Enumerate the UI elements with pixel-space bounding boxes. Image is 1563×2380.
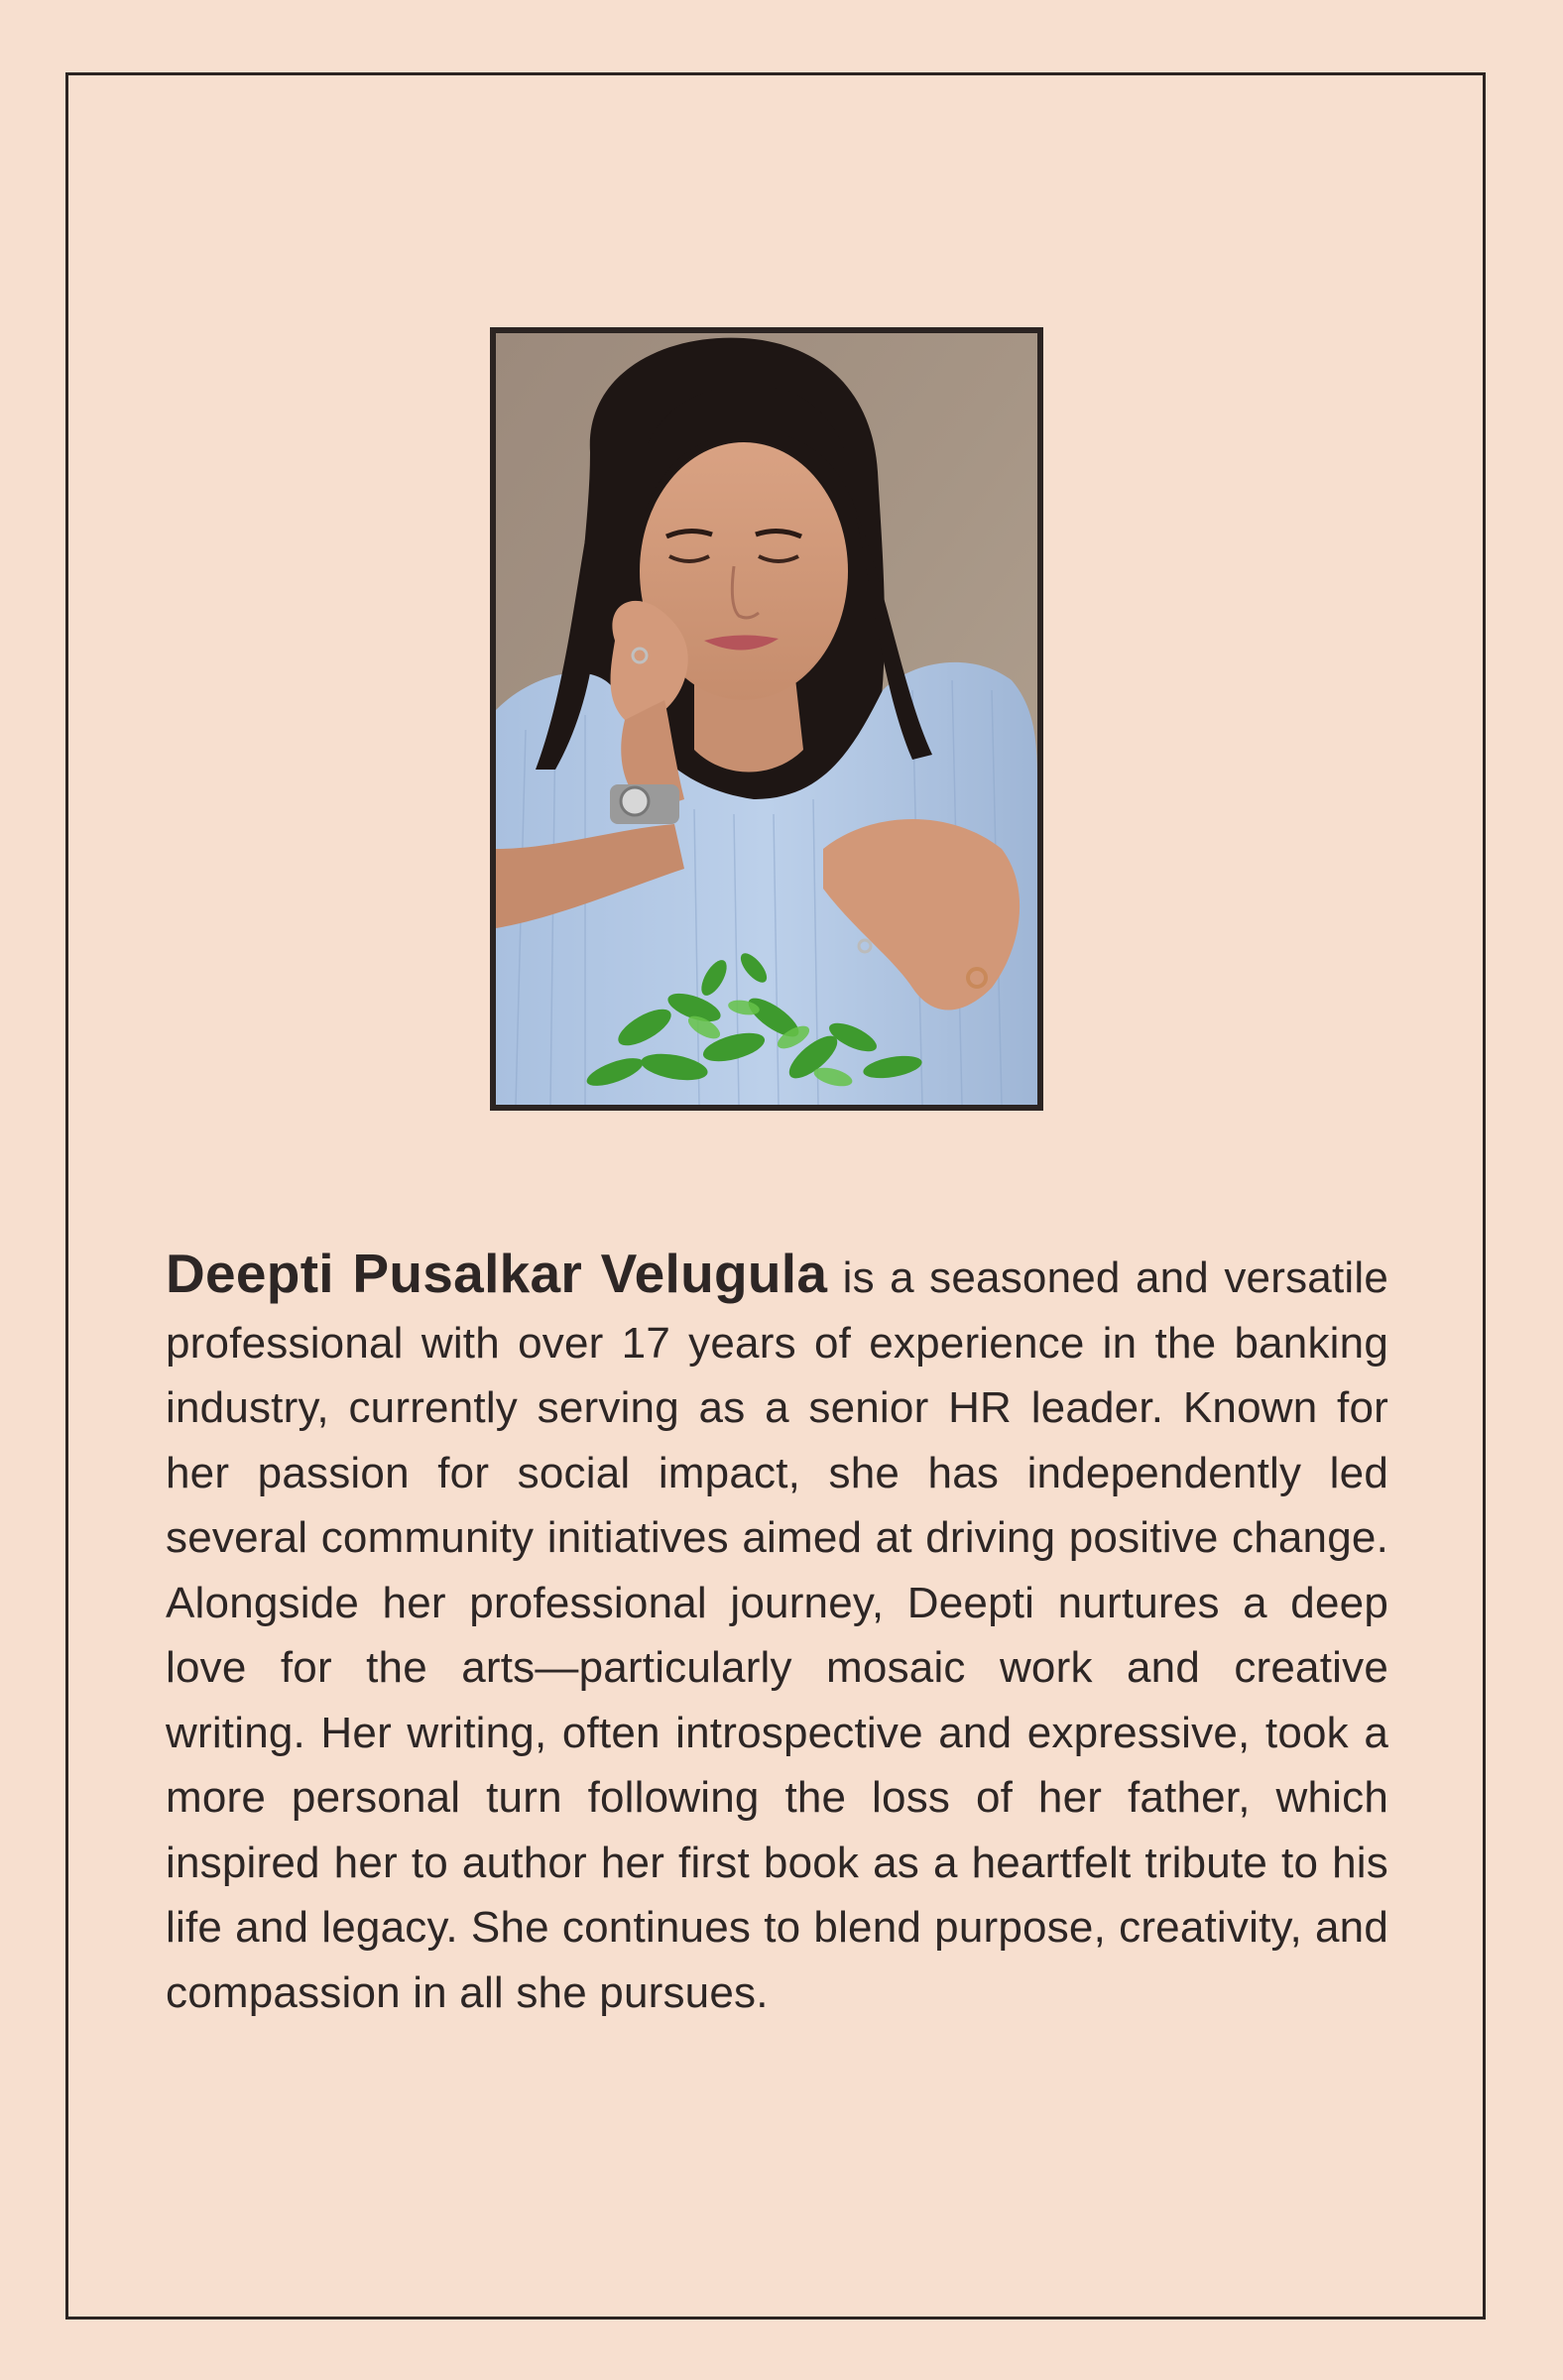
portrait-illustration — [496, 333, 1037, 1105]
author-bio-paragraph — [166, 1242, 1388, 2025]
author-name: Deepti Pusalkar Velugula — [166, 1243, 828, 1304]
author-portrait-photo — [490, 327, 1043, 1111]
bio-text: is a seasoned and versatile professional with over 17 years of experience in the banking industry, currently serving as a senior HR leader. Known for her passion for social impact, she has independently led several community initiatives aimed at driving positive change. Alongside her professional journey, Deepti nurtures a deep love for the arts—particularly mosaic work and creative writing. Her writing, often introspective and expressive, took a more personal turn following the loss of her father, which inspired her to author her first book as a heartfelt tribute to his life and legacy. She continues to blend purpose, creativity, and compassion in all she pursues. — [166, 1253, 1388, 2017]
